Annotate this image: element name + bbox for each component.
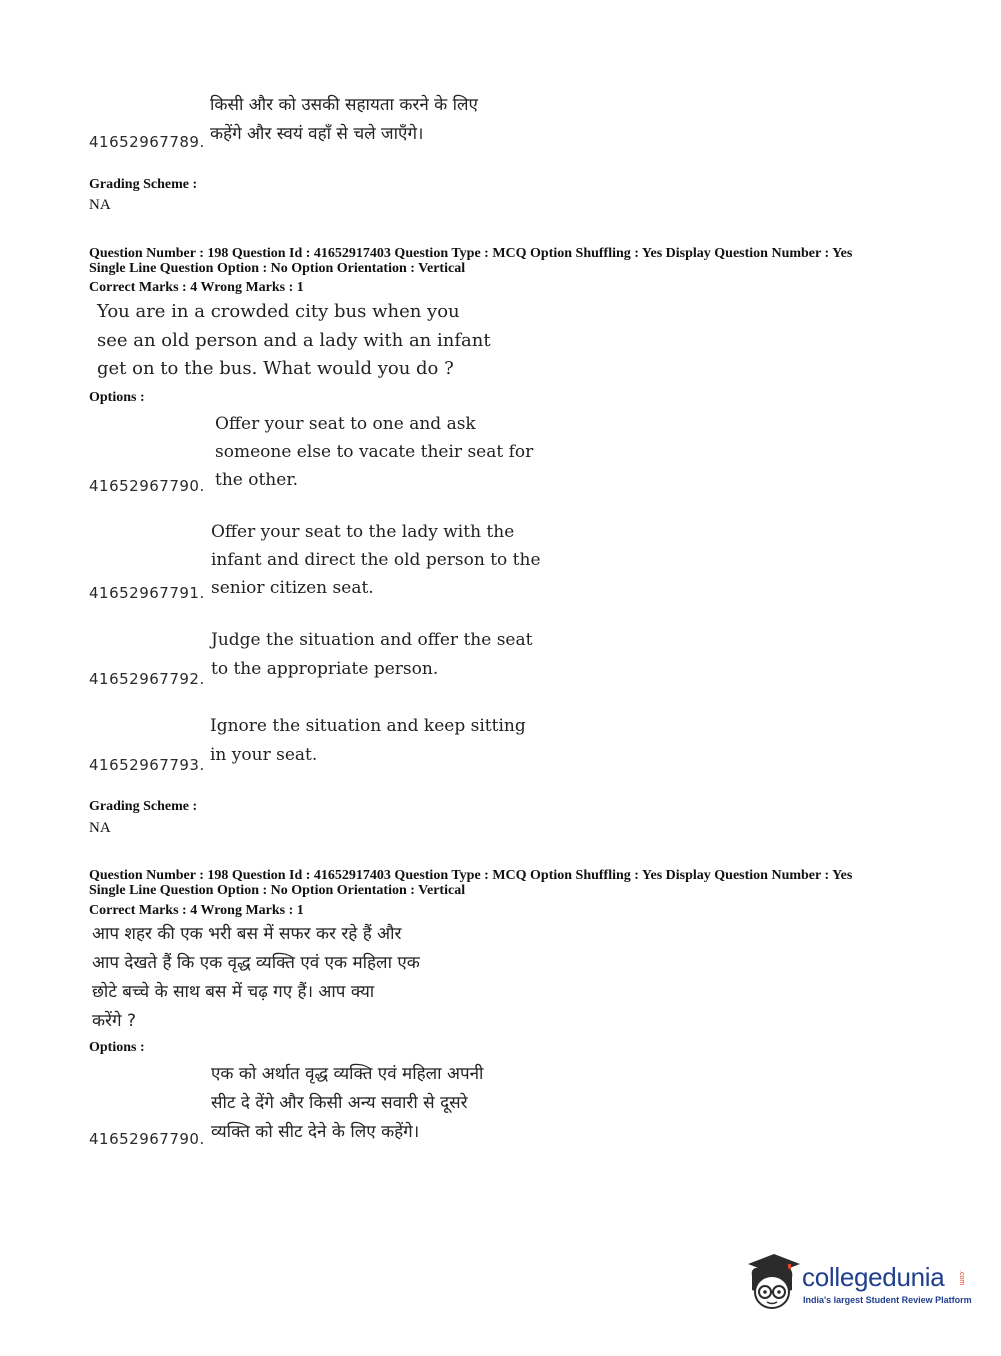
grading-scheme-label: Grading Scheme : bbox=[89, 177, 198, 192]
option-3-id: 41652967792. bbox=[89, 670, 205, 688]
question-text-line1: You are in a crowded city bus when you bbox=[97, 301, 460, 322]
option-hindi-1-line1: एक को अर्थात वृद्ध व्यक्ति एवं महिला अपनी bbox=[211, 1064, 484, 1084]
option-1-line2: someone else to vacate their seat for bbox=[215, 442, 534, 462]
question-meta-line2: Single Line Question Option : No Option Orientation : Vertical bbox=[89, 261, 466, 276]
option-4-line1: Ignore the situation and keep sitting bbox=[210, 716, 526, 736]
option-2-line2: infant and direct the old person to the bbox=[211, 550, 541, 570]
question-text-line2: see an old person and a lady with an infant bbox=[97, 330, 491, 351]
mascot-icon bbox=[742, 1250, 802, 1314]
question-marks: Correct Marks : 4 Wrong Marks : 1 bbox=[89, 903, 304, 918]
question-text-line3: get on to the bus. What would you do ? bbox=[97, 358, 454, 379]
question-hindi-line1: आप शहर की एक भरी बस में सफर कर रहे हैं और bbox=[92, 924, 402, 944]
logo-wordmark: collegedunia bbox=[802, 1262, 945, 1292]
option-4-id: 41652967793. bbox=[89, 756, 205, 774]
option-1-line1: Offer your seat to one and ask bbox=[215, 414, 476, 434]
option-2-line3: senior citizen seat. bbox=[211, 578, 374, 598]
option-hindi-1-line3: व्यक्ति को सीट देने के लिए कहेंगे। bbox=[211, 1122, 420, 1142]
option-3-line1: Judge the situation and offer the seat bbox=[211, 630, 533, 650]
options-label: Options : bbox=[89, 390, 145, 405]
question-hindi-line4: करेंगे ? bbox=[92, 1011, 137, 1031]
top-option-text-line2: कहेंगे और स्वयं वहाँ से चले जाएँगे। bbox=[210, 124, 424, 144]
collegedunia-logo bbox=[742, 1250, 972, 1320]
top-option-text-line1: किसी और को उसकी सहायता करने के लिए bbox=[210, 95, 478, 115]
grading-scheme-value: NA bbox=[89, 197, 111, 213]
question-hindi-line3: छोटे बच्चे के साथ बस में चढ़ गए हैं। आप क्या bbox=[92, 982, 375, 1002]
option-1-line3: the other. bbox=[215, 470, 298, 490]
option-4-line2: in your seat. bbox=[210, 745, 318, 765]
question-meta-line1: Question Number : 198 Question Id : 41652917403 Question Type : MCQ Option Shuffling : Yes Display Question Number : Yes bbox=[89, 868, 853, 883]
option-3-line2: to the appropriate person. bbox=[211, 659, 439, 679]
logo-tld: .com bbox=[958, 1270, 965, 1286]
question-meta-line1: Question Number : 198 Question Id : 41652917403 Question Type : MCQ Option Shuffling : Yes Display Question Number : Yes bbox=[89, 246, 853, 261]
question-meta-line2: Single Line Question Option : No Option Orientation : Vertical bbox=[89, 883, 466, 898]
top-option-id: 41652967789. bbox=[89, 133, 205, 151]
option-1-id: 41652967790. bbox=[89, 477, 205, 495]
option-2-line1: Offer your seat to the lady with the bbox=[211, 522, 515, 542]
question-marks: Correct Marks : 4 Wrong Marks : 1 bbox=[89, 280, 304, 295]
option-hindi-1-line2: सीट दे देंगे और किसी अन्य सवारी से दूसरे bbox=[211, 1093, 468, 1113]
grading-scheme-label: Grading Scheme : bbox=[89, 799, 198, 814]
option-hindi-1-id: 41652967790. bbox=[89, 1130, 205, 1148]
grading-scheme-value: NA bbox=[89, 820, 111, 836]
option-2-id: 41652967791. bbox=[89, 584, 205, 602]
logo-tagline: India's largest Student Review Platform bbox=[803, 1295, 972, 1305]
options-label: Options : bbox=[89, 1040, 145, 1055]
question-hindi-line2: आप देखते हैं कि एक वृद्ध व्यक्ति एवं एक महिला एक bbox=[92, 953, 420, 973]
